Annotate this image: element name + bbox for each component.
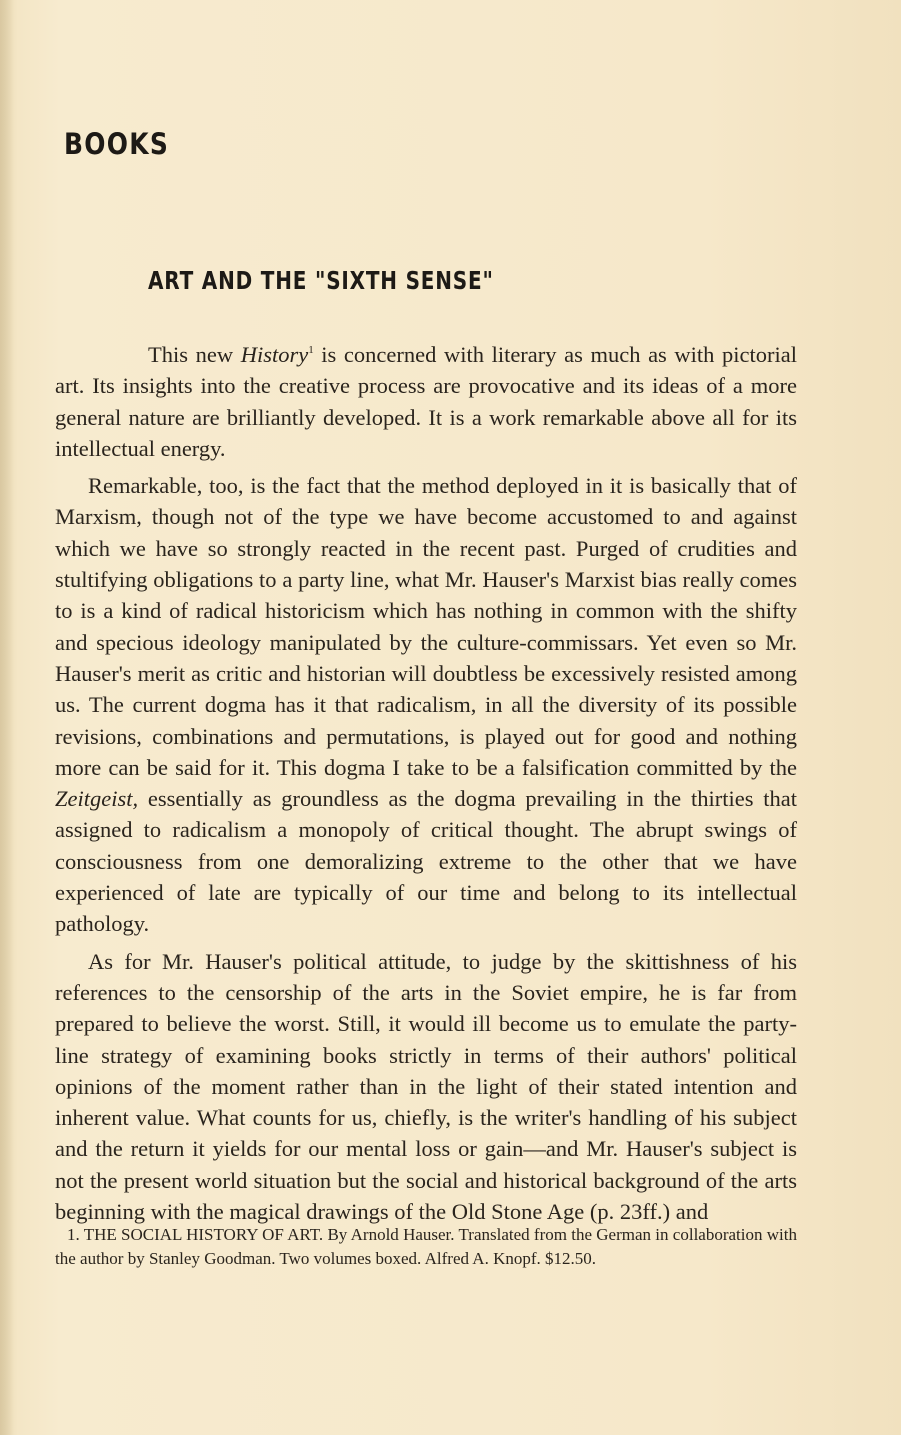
- article-title: ART AND THE "SIXTH SENSE": [148, 266, 494, 295]
- paragraph-text: is concerned with literary as much as with pictorial art. Its insights into the creative process are provocative and its ideas of a more general nature are brilliantly developed. It is a work remarkable above all for its intellectual energy.: [55, 342, 797, 461]
- footnote-ref: 1: [308, 344, 314, 356]
- section-label: BOOKS: [64, 127, 170, 161]
- paragraph-2: [55, 470, 797, 939]
- italic-book-title: History: [240, 342, 309, 367]
- article-body: [55, 339, 797, 1227]
- paragraph-text: essentially as groundless as the dogma prevailing in the thirties that assigned to radicalism a monopoly of critical thought. The abrupt swings of consciousness from one demoralizing extreme to the other that we have experienced of late are typically of our time and belong to its intellectual pathology.: [55, 786, 797, 937]
- paragraph-text: This new: [148, 342, 241, 367]
- paragraph-1: [55, 339, 797, 464]
- paragraph-3: As for Mr. Hauser's political attitude, to judge by the skittishness of his references to the censorship of the arts in the Soviet empire, he is far from prepared to believe the worst. Still, it would ill become us to emulate the party-line strategy of examining books strictly in terms of their authors' political opinions of the moment rather than in the light of their stated intention and inherent value. What counts for us, chiefly, is the writer's handling of his subject and the return it yields for our mental loss or gain—and Mr. Hauser's subject is not the present world situation but the social and historical background of the arts beginning with the magical drawings of the Old Stone Age (p. 23ff.) and: [55, 948, 797, 1225]
- footnote-text: 1. THE SOCIAL HISTORY OF ART. By Arnold Hauser. Translated from the German in collaboration with the author by Stanley Goodman. Two volumes boxed. Alfred A. Knopf. $12.50.: [55, 1225, 797, 1268]
- footnote: [55, 1223, 797, 1270]
- paragraph-text: Remarkable, too, is the fact that the method deployed in it is basically that of Marxism, though not of the type we have become accustomed to and against which we have so strongly reacted in the recent past. Purged of crudities and stultifying obligations to a party line, what Mr. Hauser's Marxist bias really comes to is a kind of radical historicism which has nothing in common with the shifty and specious ideology manipulated by the culture-commissars. Yet even so Mr. Hauser's merit as critic and historian will doubtless be excessively resisted among us. The current dogma has it that radicalism, in all the diversity of its possible revisions, combinations and permutations, is played out for good and nothing more can be said for it. This dogma I take to be a falsification committed by the: [55, 473, 797, 780]
- italic-term: Zeitgeist,: [55, 786, 139, 812]
- page-gutter-shadow: [0, 0, 14, 1435]
